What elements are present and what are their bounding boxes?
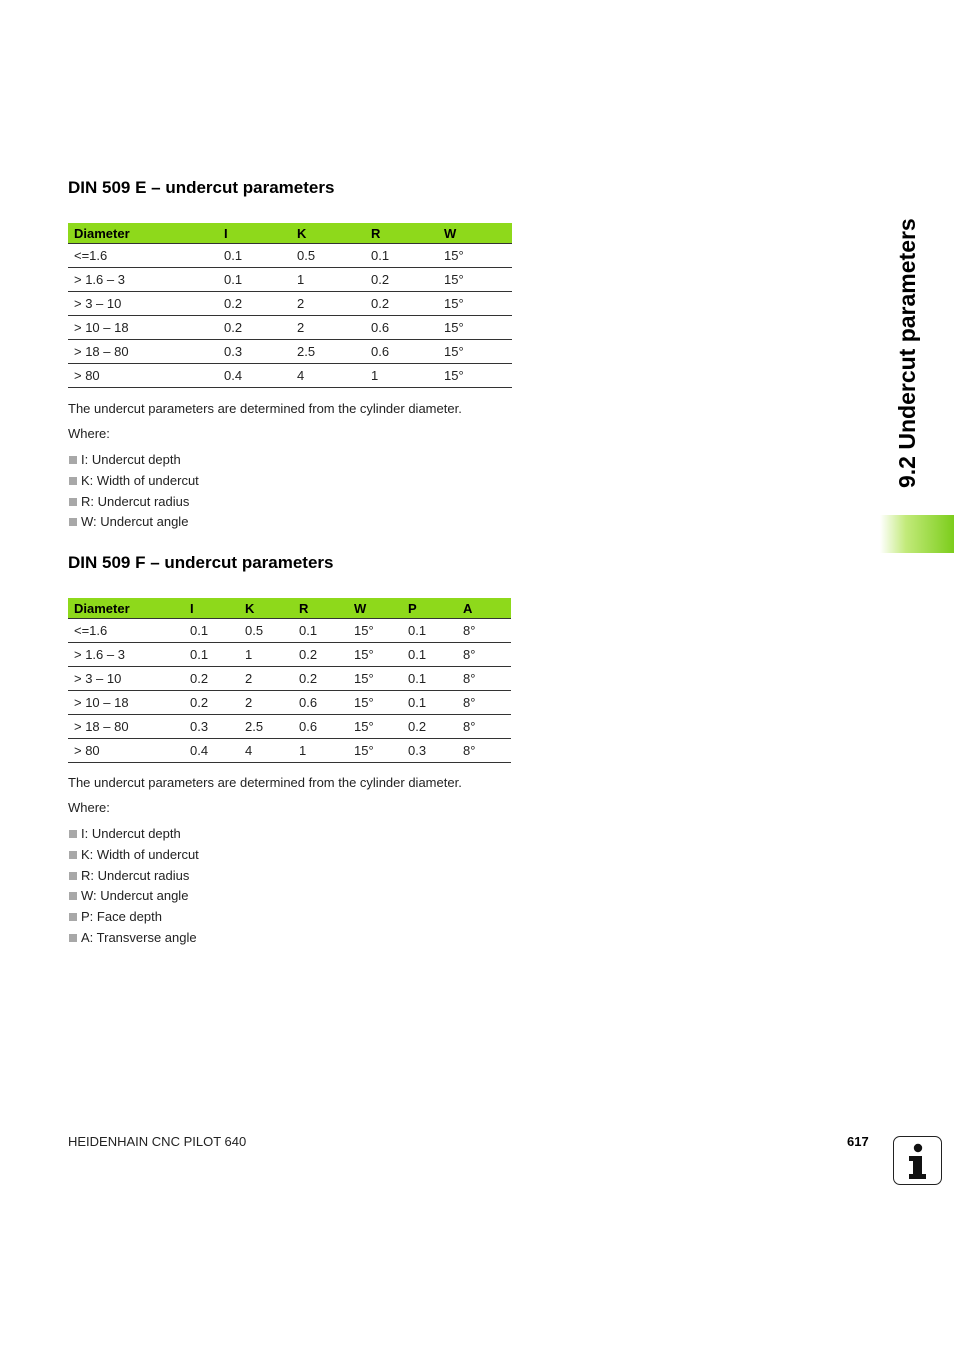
section-f-heading: DIN 509 F – undercut parameters — [68, 553, 334, 572]
square-bullet-icon — [69, 892, 77, 900]
table-row — [68, 667, 511, 691]
column-header: R — [293, 598, 348, 619]
list-item-text: K: Width of undercut — [81, 846, 199, 862]
table-cell: 0.2 — [184, 667, 239, 691]
table-cell: 0.1 — [402, 667, 457, 691]
column-header: I — [184, 598, 239, 619]
table-cell: 15° — [438, 268, 512, 292]
table-row — [68, 268, 512, 292]
table-cell: 1 — [291, 268, 365, 292]
square-bullet-icon — [69, 934, 77, 942]
din509e-table — [68, 223, 512, 388]
list-item — [68, 826, 199, 847]
square-bullet-icon — [69, 872, 77, 880]
list-item — [68, 452, 199, 473]
table-cell: 0.3 — [184, 715, 239, 739]
list-item-text: W: Undercut angle — [81, 514, 189, 530]
list-item-text: R: Undercut radius — [81, 493, 190, 509]
table-cell: > 1.6 – 3 — [68, 643, 184, 667]
table-header-row — [68, 598, 511, 619]
column-header: W — [438, 223, 512, 244]
table-cell: 15° — [438, 316, 512, 340]
table-cell: 0.6 — [293, 715, 348, 739]
table-row — [68, 340, 512, 364]
table-cell: 2.5 — [291, 340, 365, 364]
section-e-heading: DIN 509 E – undercut parameters — [68, 178, 335, 197]
column-header: K — [291, 223, 365, 244]
square-bullet-icon — [69, 456, 77, 464]
table-cell: 15° — [348, 643, 402, 667]
list-item — [68, 514, 199, 535]
list-item — [68, 847, 199, 868]
column-header: Diameter — [68, 598, 184, 619]
table-cell: 0.1 — [218, 244, 291, 268]
list-item-text: A: Transverse angle — [81, 929, 197, 945]
table-cell: 0.5 — [291, 244, 365, 268]
table-cell: 0.1 — [365, 244, 438, 268]
table-cell: 0.2 — [218, 316, 291, 340]
section-e-where: Where: — [68, 426, 110, 441]
table-row — [68, 316, 512, 340]
table-cell: > 80 — [68, 739, 184, 763]
column-header: R — [365, 223, 438, 244]
table-cell: 0.2 — [293, 667, 348, 691]
section-e-note: The undercut parameters are determined from the cylinder diameter. — [68, 401, 462, 416]
list-item-text: R: Undercut radius — [81, 867, 190, 883]
list-item — [68, 888, 199, 909]
table-cell: 15° — [348, 715, 402, 739]
square-bullet-icon — [69, 851, 77, 859]
list-item-text: P: Face depth — [81, 909, 162, 925]
table-row — [68, 715, 511, 739]
section-f-legend — [68, 826, 199, 951]
square-bullet-icon — [69, 498, 77, 506]
table-cell: 1 — [293, 739, 348, 763]
square-bullet-icon — [69, 477, 77, 485]
column-header: I — [218, 223, 291, 244]
table-cell: 0.1 — [402, 691, 457, 715]
table-cell: 0.1 — [184, 643, 239, 667]
column-header: K — [239, 598, 293, 619]
table-cell: 0.3 — [402, 739, 457, 763]
table-cell: 0.4 — [218, 364, 291, 388]
table-cell: <=1.6 — [68, 244, 218, 268]
table-cell: 0.3 — [218, 340, 291, 364]
table-cell: 15° — [438, 244, 512, 268]
column-header: W — [348, 598, 402, 619]
table-cell: 0.2 — [293, 643, 348, 667]
table-cell: 15° — [348, 619, 402, 643]
list-item — [68, 494, 199, 515]
table-cell: 15° — [348, 691, 402, 715]
table-cell: 8° — [457, 691, 511, 715]
table-header-row — [68, 223, 512, 244]
section-f-where: Where: — [68, 800, 110, 815]
table-cell: 0.2 — [365, 268, 438, 292]
table-row — [68, 244, 512, 268]
table-cell: 2 — [239, 691, 293, 715]
table-cell: 15° — [438, 364, 512, 388]
table-cell: > 80 — [68, 364, 218, 388]
table-cell: 0.2 — [184, 691, 239, 715]
table-cell: 15° — [438, 292, 512, 316]
table-cell: > 18 – 80 — [68, 340, 218, 364]
table-cell: 0.6 — [365, 340, 438, 364]
square-bullet-icon — [69, 913, 77, 921]
table-cell: > 10 – 18 — [68, 316, 218, 340]
table-row — [68, 643, 511, 667]
table-cell: 2 — [239, 667, 293, 691]
page-number: 617 — [847, 1134, 869, 1149]
footer-manual-title: HEIDENHAIN CNC PILOT 640 — [68, 1134, 247, 1149]
din509f-table — [68, 598, 511, 763]
list-item-text: I: Undercut depth — [81, 826, 181, 841]
chapter-tab-marker — [880, 515, 954, 553]
table-row — [68, 292, 512, 316]
table-cell: 0.5 — [239, 619, 293, 643]
table-row — [68, 739, 511, 763]
column-header: Diameter — [68, 223, 218, 244]
square-bullet-icon — [69, 830, 77, 838]
table-cell: 8° — [457, 619, 511, 643]
table-cell: 0.2 — [365, 292, 438, 316]
section-e-legend — [68, 452, 199, 535]
table-cell: 4 — [239, 739, 293, 763]
table-row — [68, 619, 511, 643]
table-cell: 8° — [457, 667, 511, 691]
table-cell: > 3 – 10 — [68, 667, 184, 691]
column-header: A — [457, 598, 511, 619]
table-cell: 1 — [365, 364, 438, 388]
table-cell: 15° — [348, 739, 402, 763]
table-cell: > 10 – 18 — [68, 691, 184, 715]
table-cell: 0.1 — [184, 619, 239, 643]
table-cell: 1 — [239, 643, 293, 667]
table-cell: 0.1 — [402, 619, 457, 643]
table-cell: 0.2 — [402, 715, 457, 739]
table-cell: > 1.6 – 3 — [68, 268, 218, 292]
table-cell: 2 — [291, 292, 365, 316]
table-cell: <=1.6 — [68, 619, 184, 643]
table-cell: 0.6 — [293, 691, 348, 715]
list-item-text: K: Width of undercut — [81, 472, 199, 488]
table-cell: 0.2 — [218, 292, 291, 316]
table-cell: 8° — [457, 739, 511, 763]
table-row — [68, 364, 512, 388]
table-cell: 2.5 — [239, 715, 293, 739]
list-item — [68, 909, 199, 930]
table-row — [68, 691, 511, 715]
square-bullet-icon — [69, 518, 77, 526]
table-cell: 15° — [348, 667, 402, 691]
table-cell: > 18 – 80 — [68, 715, 184, 739]
list-item — [68, 868, 199, 889]
table-cell: 8° — [457, 643, 511, 667]
table-cell: 0.4 — [184, 739, 239, 763]
list-item-text: W: Undercut angle — [81, 888, 189, 904]
table-cell: > 3 – 10 — [68, 292, 218, 316]
column-header: P — [402, 598, 457, 619]
list-item — [68, 473, 199, 494]
table-cell: 0.1 — [402, 643, 457, 667]
info-icon — [893, 1136, 942, 1185]
table-cell: 2 — [291, 316, 365, 340]
table-cell: 15° — [438, 340, 512, 364]
list-item-text: I: Undercut depth — [81, 452, 181, 467]
table-cell: 0.1 — [218, 268, 291, 292]
list-item — [68, 930, 199, 951]
table-cell: 4 — [291, 364, 365, 388]
table-cell: 0.6 — [365, 316, 438, 340]
section-f-note: The undercut parameters are determined from the cylinder diameter. — [68, 775, 462, 790]
table-cell: 0.1 — [293, 619, 348, 643]
chapter-side-title: 9.2 Undercut parameters — [894, 218, 920, 488]
table-cell: 8° — [457, 715, 511, 739]
